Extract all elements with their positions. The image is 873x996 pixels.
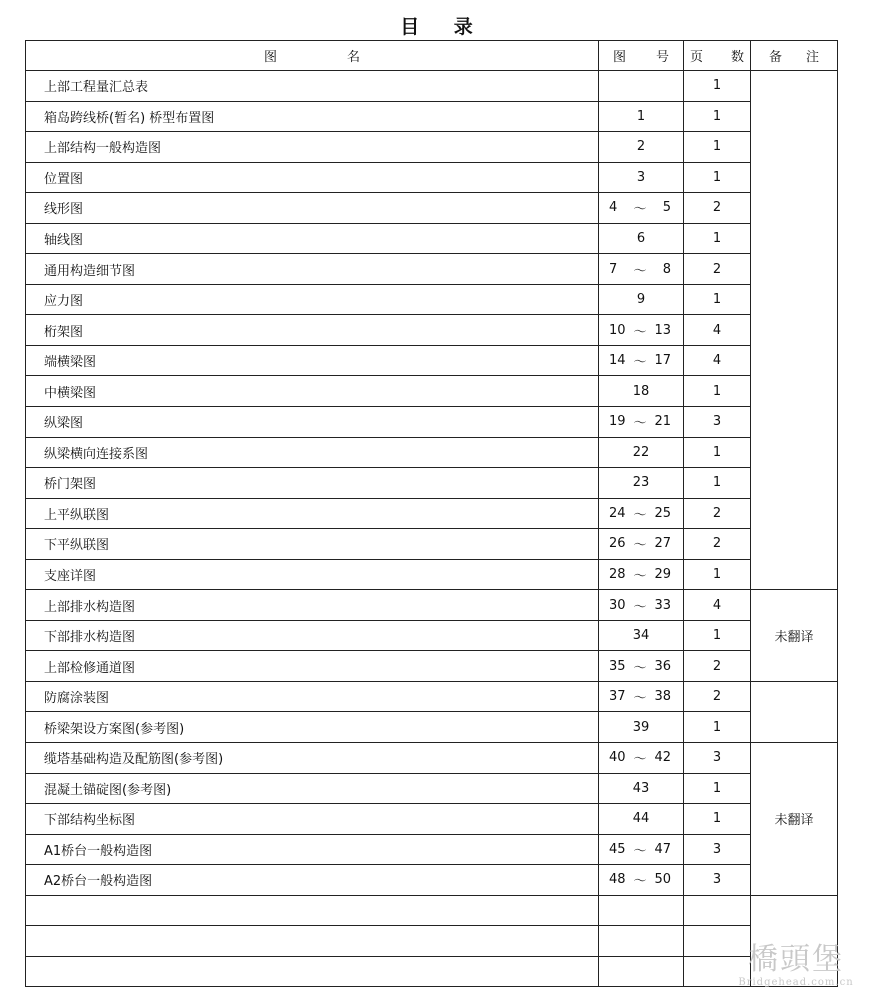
header-drawing-name — [26, 41, 599, 71]
drawing-name: 桁架图 — [44, 324, 84, 340]
drawing-number: 1 — [636, 108, 646, 124]
number-from: 24 — [609, 505, 626, 521]
remarks-cell — [751, 590, 838, 682]
page-count-cell — [684, 376, 751, 407]
page-count-cell — [684, 559, 751, 590]
drawing-name: 桥门架图 — [44, 477, 97, 493]
drawing-name-cell — [26, 895, 599, 926]
drawing-number-cell — [599, 284, 684, 315]
page-count: 2 — [712, 689, 722, 705]
page-count: 1 — [712, 169, 722, 185]
number-from: 30 — [609, 597, 626, 613]
drawing-name-cell — [26, 804, 599, 835]
drawing-name: 支座详图 — [44, 569, 97, 585]
header-number-char-1: 图 — [613, 50, 627, 65]
number-from: 7 — [609, 261, 618, 277]
page-count-cell — [684, 681, 751, 712]
page-count: 2 — [712, 505, 722, 521]
table-row — [26, 620, 838, 651]
table-row — [26, 315, 838, 346]
page-count: 1 — [712, 292, 722, 308]
number-range — [599, 596, 683, 615]
drawing-number-cell — [599, 376, 684, 407]
number-from: 14 — [609, 353, 626, 369]
drawing-name: 混凝土锚碇图(参考图) — [44, 782, 172, 798]
page-count-cell — [684, 162, 751, 193]
number-to: 29 — [654, 567, 671, 583]
remarks-cell — [751, 681, 838, 742]
number-range — [599, 351, 683, 370]
table-row — [26, 834, 838, 865]
number-range — [599, 504, 683, 523]
page-count: 2 — [712, 658, 722, 674]
remarks-cell — [751, 71, 838, 590]
range-separator: ～ — [633, 874, 647, 890]
page-count-cell — [684, 101, 751, 132]
drawing-number: 43 — [632, 780, 650, 796]
drawing-name: 通用构造细节图 — [44, 263, 136, 279]
range-separator: ～ — [633, 569, 647, 585]
page-count: 1 — [712, 780, 722, 796]
drawing-name-cell — [26, 437, 599, 468]
number-to: 17 — [654, 353, 671, 369]
drawing-number-cell — [599, 162, 684, 193]
header-note-char-1: 备 — [769, 50, 783, 65]
page-count-cell — [684, 956, 751, 987]
range-separator: ～ — [633, 752, 647, 768]
page-count-cell — [684, 590, 751, 621]
number-range — [599, 687, 683, 706]
header-pages-char-2: 数 — [730, 50, 744, 65]
table-row — [26, 254, 838, 285]
drawing-number-cell — [599, 223, 684, 254]
page-title: 目 录 — [400, 16, 487, 38]
drawing-name-cell — [26, 468, 599, 499]
range-separator: ～ — [633, 507, 647, 523]
page-count-cell — [684, 926, 751, 957]
drawing-name-cell — [26, 926, 599, 957]
page-count-cell — [684, 71, 751, 102]
drawing-name-cell — [26, 193, 599, 224]
drawing-name: 位置图 — [44, 171, 84, 187]
drawing-name-cell — [26, 834, 599, 865]
table-row — [26, 498, 838, 529]
header-pages-char-1: 页 — [690, 50, 704, 65]
drawing-name: A2桥台一般构造图 — [44, 874, 153, 890]
drawing-number-cell — [599, 132, 684, 163]
page-count-cell — [684, 437, 751, 468]
table-row — [26, 132, 838, 163]
header-name-char-1: 图 — [263, 50, 277, 65]
page-count: 1 — [712, 444, 722, 460]
number-range — [599, 534, 683, 553]
page-count-cell — [684, 651, 751, 682]
drawing-number-cell — [599, 71, 684, 102]
table-row — [26, 681, 838, 712]
drawing-number: 6 — [636, 231, 646, 246]
drawing-number-cell — [599, 101, 684, 132]
page-count: 2 — [712, 200, 722, 216]
page-count: 1 — [712, 383, 722, 399]
table-row — [26, 712, 838, 743]
drawing-number-cell — [599, 254, 684, 285]
table-row — [26, 773, 838, 804]
table-row — [26, 468, 838, 499]
drawing-name: 端横梁图 — [44, 355, 97, 371]
page-count-cell — [684, 193, 751, 224]
number-to: 27 — [654, 536, 671, 552]
range-separator: ～ — [633, 416, 647, 432]
remark-text: 未翻译 — [774, 630, 814, 646]
number-range — [599, 748, 683, 767]
page-count-cell — [684, 284, 751, 315]
drawing-name: 纵梁横向连接系图 — [44, 446, 149, 462]
drawing-name-cell — [26, 620, 599, 651]
page-count-cell — [684, 345, 751, 376]
number-to: 13 — [654, 322, 671, 338]
page-count-cell — [684, 132, 751, 163]
drawing-name-cell — [26, 956, 599, 987]
page-count: 1 — [712, 108, 722, 124]
drawing-number-cell — [599, 315, 684, 346]
page-count: 1 — [712, 475, 722, 491]
drawing-name-cell — [26, 132, 599, 163]
page-count-cell — [684, 254, 751, 285]
drawing-name-cell — [26, 407, 599, 438]
number-to: 42 — [654, 750, 671, 766]
drawing-name: 纵梁图 — [44, 416, 84, 432]
table-row — [26, 71, 838, 102]
drawing-name: 下部排水构造图 — [44, 630, 136, 646]
page-count: 4 — [712, 322, 722, 338]
number-to: 25 — [654, 505, 671, 521]
drawing-number-cell — [599, 590, 684, 621]
number-range — [599, 260, 683, 279]
table-row — [26, 223, 838, 254]
number-to: 8 — [662, 261, 671, 277]
page-count: 3 — [712, 841, 722, 857]
range-separator: ～ — [633, 691, 647, 707]
number-to: 21 — [654, 414, 671, 430]
table-row — [26, 345, 838, 376]
drawing-name: 下部结构坐标图 — [44, 813, 136, 829]
drawing-number: 39 — [632, 719, 650, 735]
table-row — [26, 804, 838, 835]
number-from: 28 — [609, 567, 626, 583]
page-count-cell — [684, 498, 751, 529]
drawing-name-cell — [26, 773, 599, 804]
drawing-number-cell — [599, 895, 684, 926]
drawing-name: 中横梁图 — [44, 385, 97, 401]
drawing-number-cell — [599, 437, 684, 468]
drawing-number-cell — [599, 651, 684, 682]
drawing-number-cell — [599, 498, 684, 529]
drawing-name: 上部排水构造图 — [44, 599, 136, 615]
page-count: 2 — [712, 536, 722, 552]
header-note-char-2: 注 — [805, 50, 819, 65]
page-count: 3 — [712, 872, 722, 888]
header-remarks — [751, 41, 838, 71]
drawing-name: A1桥台一般构造图 — [44, 843, 153, 859]
page-count-cell — [684, 620, 751, 651]
header-drawing-number — [599, 41, 684, 71]
number-range — [599, 870, 683, 889]
page-count: 3 — [712, 750, 722, 766]
drawing-number-cell — [599, 926, 684, 957]
watermark-url: Bridgehead.com.cn — [738, 977, 854, 988]
drawing-number: 44 — [632, 811, 650, 827]
page-count: 4 — [712, 353, 722, 369]
number-range — [599, 321, 683, 340]
number-from: 48 — [609, 872, 626, 888]
page-count: 1 — [712, 567, 722, 583]
drawing-name-cell — [26, 376, 599, 407]
table-row — [26, 193, 838, 224]
number-to: 50 — [654, 872, 671, 888]
table-row — [26, 865, 838, 896]
drawing-name: 上部工程量汇总表 — [44, 80, 149, 96]
drawing-name-cell — [26, 315, 599, 346]
range-separator: ～ — [633, 355, 647, 371]
header-page-count — [684, 41, 751, 71]
drawing-name-cell — [26, 254, 599, 285]
drawing-name: 线形图 — [44, 202, 84, 218]
range-separator: ～ — [633, 202, 647, 218]
number-to: 36 — [654, 658, 671, 674]
drawing-number: 2 — [636, 139, 646, 155]
header-row — [26, 41, 838, 71]
page-count-cell — [684, 315, 751, 346]
table-row — [26, 437, 838, 468]
range-separator: ～ — [633, 599, 647, 615]
remarks-cell — [751, 743, 838, 896]
number-from: 37 — [609, 689, 626, 705]
drawing-name: 防腐涂装图 — [44, 691, 110, 707]
drawing-name-cell — [26, 712, 599, 743]
page-count: 1 — [712, 811, 722, 827]
table-row — [26, 590, 838, 621]
number-range — [599, 565, 683, 584]
drawing-index-table — [25, 40, 838, 987]
drawing-name-cell — [26, 590, 599, 621]
drawing-number: 9 — [636, 292, 646, 308]
page-count-cell — [684, 468, 751, 499]
drawing-name: 桥梁架设方案图(参考图) — [44, 721, 185, 737]
blank-row — [26, 895, 838, 926]
page-count: 1 — [712, 231, 722, 246]
table-body — [26, 71, 838, 987]
remark-text: 未翻译 — [774, 813, 814, 829]
drawing-number-cell — [599, 712, 684, 743]
drawing-name-cell — [26, 101, 599, 132]
page-count-cell — [684, 529, 751, 560]
drawing-name-cell — [26, 71, 599, 102]
drawing-name: 上部检修通道图 — [44, 660, 136, 676]
page-count-cell — [684, 223, 751, 254]
blank-row — [26, 956, 838, 987]
drawing-number-cell — [599, 529, 684, 560]
number-from: 10 — [609, 322, 626, 338]
page-count-cell — [684, 895, 751, 926]
page-count-cell — [684, 407, 751, 438]
range-separator: ～ — [633, 660, 647, 676]
page-count: 1 — [712, 719, 722, 735]
page-count: 1 — [712, 78, 722, 94]
drawing-name-cell — [26, 681, 599, 712]
blank-row — [26, 926, 838, 957]
drawing-number-cell — [599, 865, 684, 896]
table-row — [26, 284, 838, 315]
drawing-name-cell — [26, 498, 599, 529]
range-separator: ～ — [633, 324, 647, 340]
drawing-number-cell — [599, 681, 684, 712]
drawing-number: 23 — [632, 475, 650, 491]
drawing-number: 34 — [632, 628, 650, 644]
header-name-char-2: 名 — [347, 50, 361, 65]
page-count: 3 — [712, 414, 722, 430]
page-count-cell — [684, 773, 751, 804]
page-count: 1 — [712, 628, 722, 644]
range-separator: ～ — [633, 538, 647, 554]
drawing-number-cell — [599, 559, 684, 590]
table-row — [26, 529, 838, 560]
drawing-number: 22 — [632, 444, 650, 460]
number-to: 33 — [654, 597, 671, 613]
drawing-name: 缆塔基础构造及配筋图(参考图) — [44, 752, 224, 768]
drawing-name-cell — [26, 651, 599, 682]
range-separator: ～ — [633, 263, 647, 279]
header-number-char-2: 号 — [655, 50, 669, 65]
drawing-name-cell — [26, 284, 599, 315]
remarks-cell — [751, 895, 838, 987]
page-count-cell — [684, 834, 751, 865]
drawing-number-cell — [599, 956, 684, 987]
drawing-name-cell — [26, 743, 599, 774]
drawing-name: 上部结构一般构造图 — [44, 141, 162, 157]
drawing-name-cell — [26, 529, 599, 560]
drawing-number-cell — [599, 407, 684, 438]
table-row — [26, 162, 838, 193]
drawing-name-cell — [26, 223, 599, 254]
page-count-cell — [684, 804, 751, 835]
drawing-number-cell — [599, 743, 684, 774]
number-from: 26 — [609, 536, 626, 552]
number-to: 5 — [662, 200, 671, 216]
drawing-name-cell — [26, 162, 599, 193]
number-from: 4 — [609, 200, 618, 216]
drawing-number-cell — [599, 193, 684, 224]
number-from: 40 — [609, 750, 626, 766]
table-row — [26, 376, 838, 407]
table-row — [26, 651, 838, 682]
drawing-name: 上平纵联图 — [44, 507, 110, 523]
drawing-name-cell — [26, 559, 599, 590]
number-range — [599, 840, 683, 859]
drawing-name-cell — [26, 865, 599, 896]
drawing-number-cell — [599, 804, 684, 835]
page-count: 2 — [712, 261, 722, 277]
table-row — [26, 101, 838, 132]
number-range — [599, 412, 683, 431]
drawing-number-cell — [599, 773, 684, 804]
drawing-name: 应力图 — [44, 294, 84, 310]
number-to: 38 — [654, 689, 671, 705]
page-count-cell — [684, 712, 751, 743]
drawing-number-cell — [599, 620, 684, 651]
table-row — [26, 407, 838, 438]
drawing-number: 18 — [632, 383, 650, 399]
page-count-cell — [684, 865, 751, 896]
number-range — [599, 198, 683, 217]
number-to: 47 — [654, 841, 671, 857]
number-from: 19 — [609, 414, 626, 430]
drawing-number-cell — [599, 834, 684, 865]
range-separator: ～ — [633, 843, 647, 859]
page-count-cell — [684, 743, 751, 774]
drawing-name: 轴线图 — [44, 233, 84, 248]
drawing-number-cell — [599, 345, 684, 376]
number-from: 45 — [609, 841, 626, 857]
page-count: 4 — [712, 597, 722, 613]
number-range — [599, 657, 683, 676]
number-from: 35 — [609, 658, 626, 674]
drawing-name-cell — [26, 345, 599, 376]
table-row — [26, 559, 838, 590]
drawing-name: 箱岛跨线桥(暂名) 桥型布置图 — [44, 110, 215, 126]
drawing-number: 3 — [636, 169, 646, 185]
watermark-text: 橋頭堡 — [748, 942, 844, 977]
page-count: 1 — [712, 139, 722, 155]
table-row — [26, 743, 838, 774]
drawing-number-cell — [599, 468, 684, 499]
drawing-name: 下平纵联图 — [44, 538, 110, 554]
